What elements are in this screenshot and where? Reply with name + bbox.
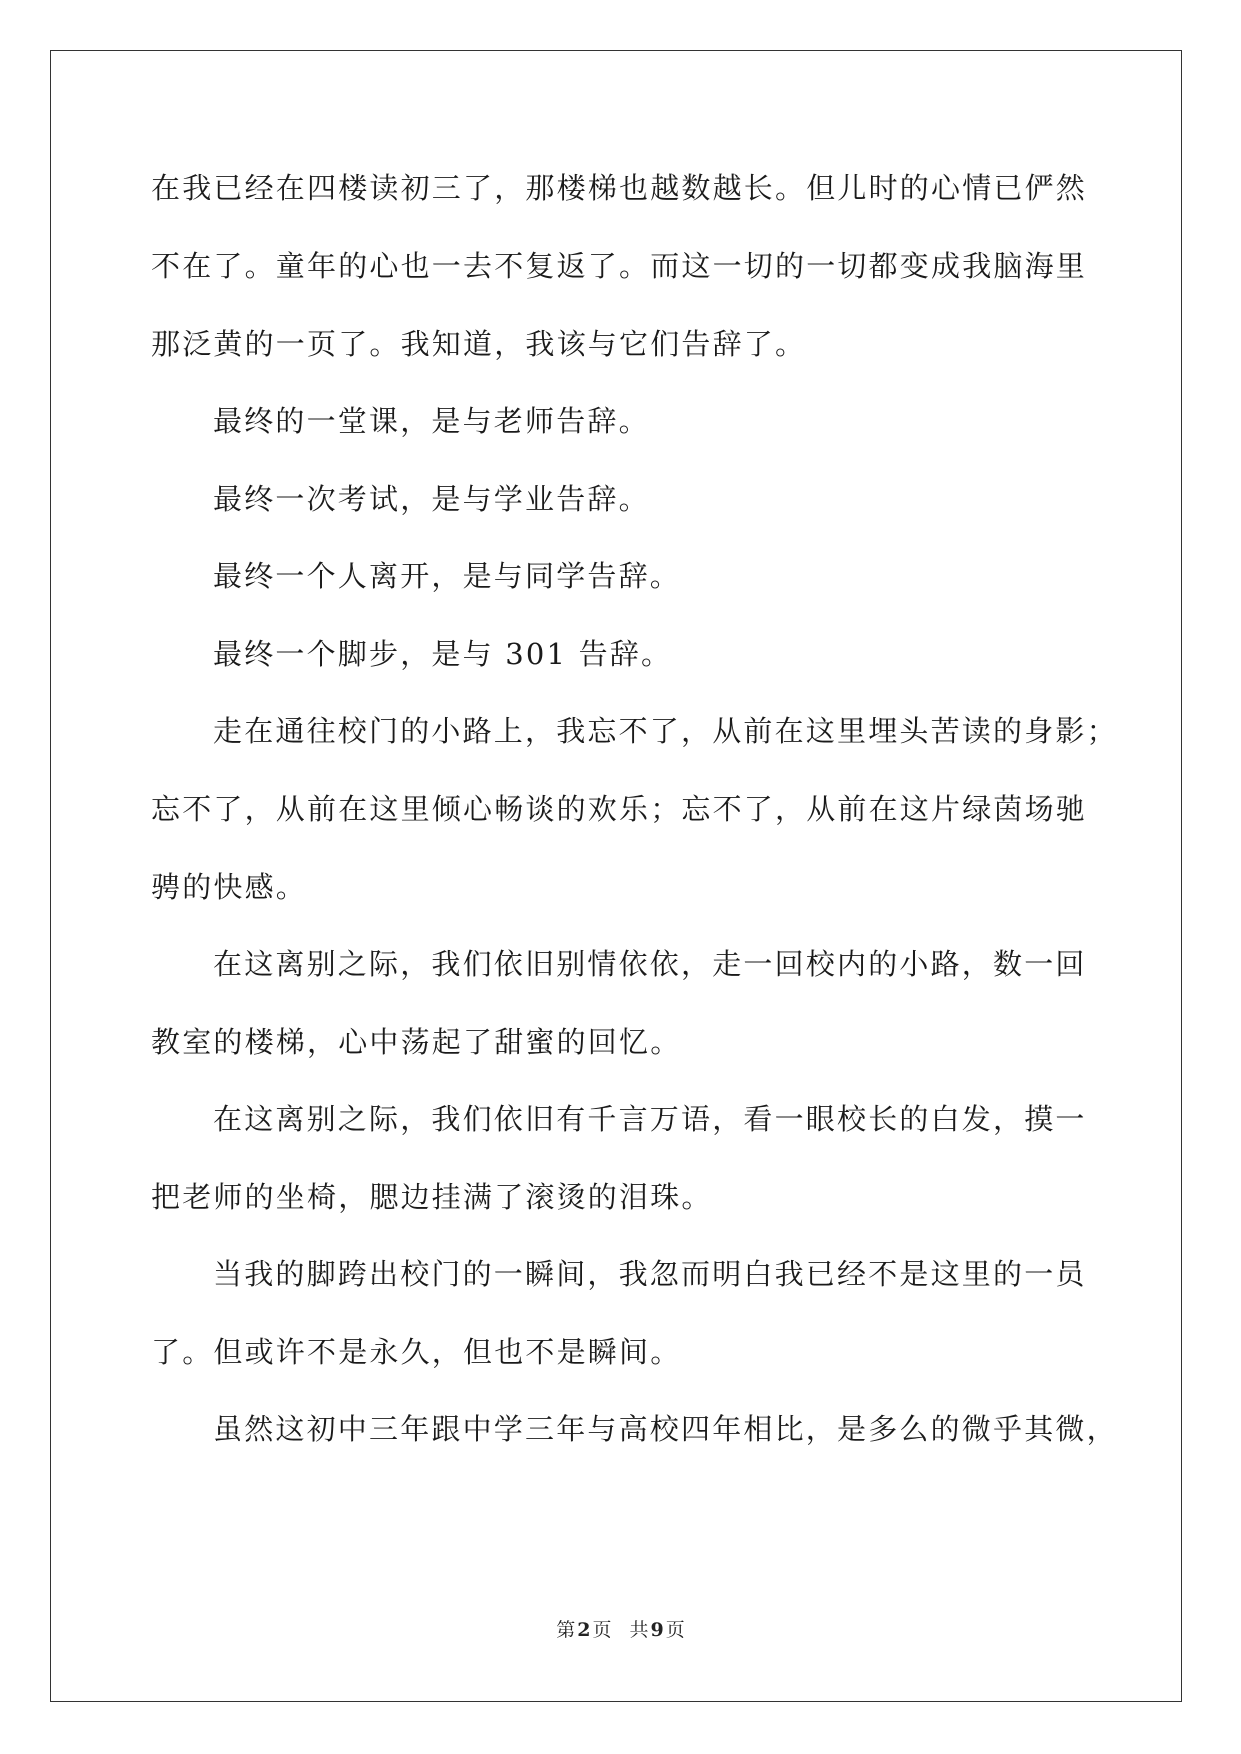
total-suffix: 页 [665,1619,685,1641]
paragraph-line: 最终一个脚步，是与 301 告辞。 [213,637,673,671]
page-prefix: 第 [556,1619,576,1641]
paragraph-line: 最终一次考试，是与学业告辞。 [213,482,650,516]
paragraph-line: 最终一个人离开，是与同学告辞。 [213,559,682,593]
text-line: 不在了。童年的心也一去不复返了。而这一切的一切都变成我脑海里 [151,249,1088,283]
text-line: 骋的快感。 [151,870,308,904]
text-line: 那泛黄的一页了。我知道，我该与它们告辞了。 [151,327,807,361]
text-line: 教室的楼梯，心中荡起了甜蜜的回忆。 [151,1025,682,1059]
text-line: 在我已经在四楼读初三了，那楼梯也越数越长。但儿时的心情已俨然 [151,171,1088,205]
page-current: 2 [577,1619,591,1641]
paragraph-line: 最终的一堂课，是与老师告辞。 [213,404,650,438]
paragraph-line: 在这离别之际，我们依旧别情依依，走一回校内的小路，数一回 [213,947,1087,981]
total-prefix: 共 [629,1619,649,1641]
page-suffix: 页 [592,1619,612,1641]
text-line: 了。但或许不是永久，但也不是瞬间。 [151,1335,682,1369]
paragraph-line: 走在通往校门的小路上，我忘不了，从前在这里埋头苦读的身影； [213,714,1118,748]
paragraph-line: 当我的脚跨出校门的一瞬间，我忽而明白我已经不是这里的一员 [213,1257,1087,1291]
text-line: 把老师的坐椅，腮边挂满了滚烫的泪珠。 [151,1180,713,1214]
page-total: 9 [650,1619,664,1641]
text-line: 忘不了，从前在这里倾心畅谈的欢乐；忘不了，从前在这片绿茵场驰 [151,792,1088,826]
paragraph-line: 在这离别之际，我们依旧有千言万语，看一眼校长的白发，摸一 [213,1102,1087,1136]
page-footer [0,1615,1241,1642]
paragraph-line: 虽然这初中三年跟中学三年与高校四年相比，是多么的微乎其微， [213,1412,1118,1446]
